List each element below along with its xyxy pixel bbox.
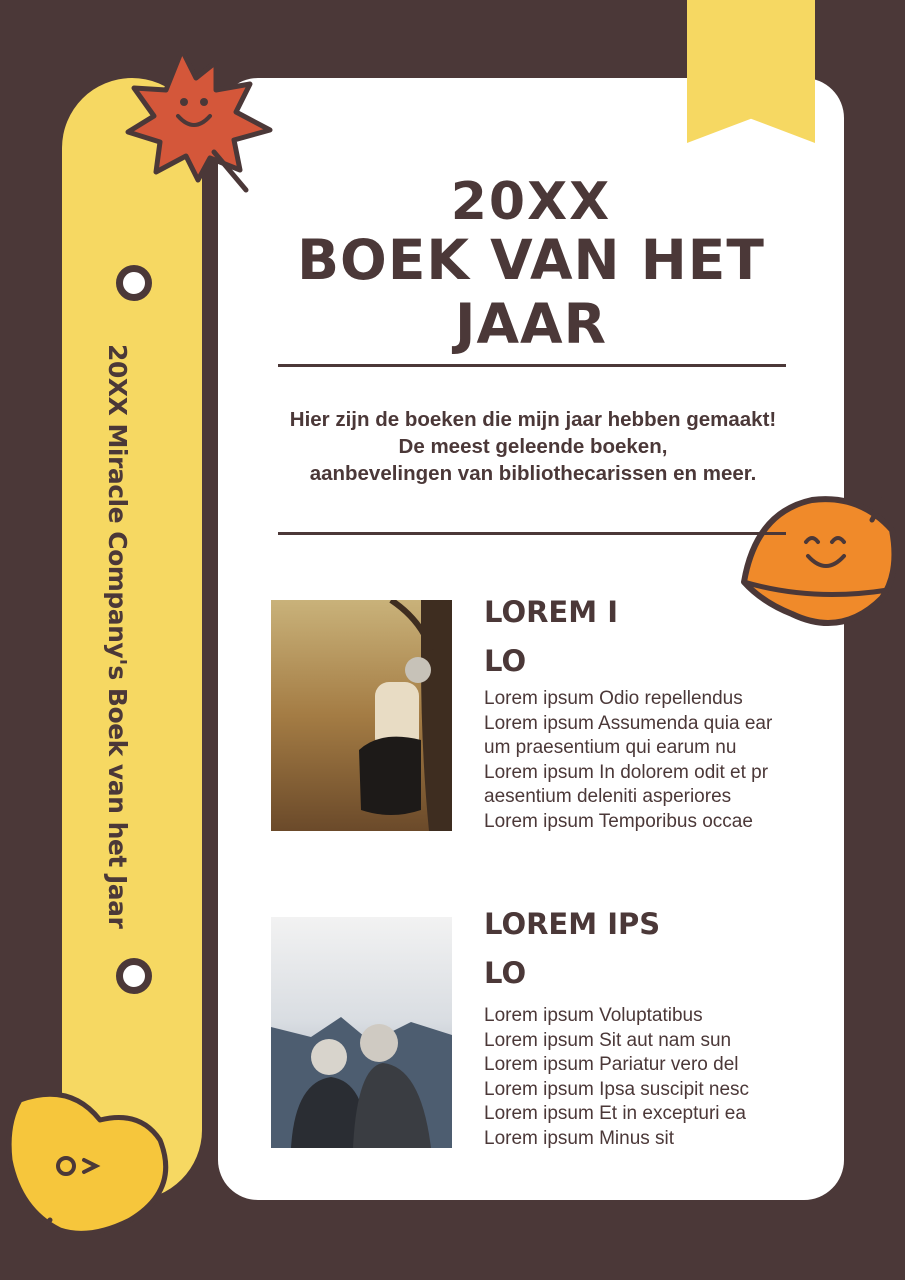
binder-ring-bottom — [116, 958, 152, 994]
book-2-photo — [271, 917, 452, 1148]
intro-line: aanbevelingen van bibliothecarissen en meer. — [309, 462, 757, 485]
description-line: Lorem ipsum Voluptatibus — [484, 1005, 703, 1026]
book-1-description — [484, 687, 814, 834]
intro-line: Hier zijn de boeken die mijn jaar hebben gemaakt! — [289, 408, 777, 431]
book-2-description — [484, 1004, 814, 1151]
book-1-photo — [271, 600, 452, 831]
book-1-title — [484, 588, 684, 686]
header-year: 20XX — [450, 172, 612, 232]
sidebar-strip — [62, 78, 202, 1200]
description-line: Lorem ipsum Pariatur vero del — [484, 1054, 739, 1075]
binder-ring-top — [116, 265, 152, 301]
heart-leaf-icon — [0, 1080, 180, 1260]
description-line: um praesentium qui earum nu — [484, 737, 737, 758]
sidebar-vertical-title: 20XX Miracle Company's Boek van het Jaar — [103, 344, 132, 929]
description-line: aesentium deleniti asperiores — [484, 786, 732, 807]
book-title-line: LOREM IPS — [484, 907, 661, 941]
description-line: Lorem ipsum Minus sit — [484, 1127, 675, 1149]
smiling-leaf-icon — [732, 490, 905, 640]
book-title-line: LO — [484, 644, 527, 678]
divider-top — [278, 364, 786, 367]
description-line: Lorem ipsum Assumenda quia ear — [484, 712, 773, 734]
book-2-title — [484, 900, 684, 998]
description-line: Lorem ipsum Sit aut nam sun — [484, 1029, 732, 1051]
description-line: Lorem ipsum Odio repellendus — [484, 688, 743, 709]
divider-bottom — [278, 532, 786, 535]
header-title: BOEK VAN HET JAAR — [297, 228, 765, 356]
description-line: Lorem ipsum Et in excepturi ea — [484, 1103, 746, 1124]
book-title-line: LO — [484, 956, 527, 990]
intro-text — [218, 406, 848, 487]
description-line: Lorem ipsum Ipsa suscipit nesc — [484, 1078, 750, 1100]
intro-line: De meest geleende boeken, — [398, 435, 668, 458]
book-title-line: LOREM I — [484, 595, 618, 629]
description-line: Lorem ipsum Temporibus occae — [484, 810, 753, 832]
description-line: Lorem ipsum In dolorem odit et pr — [484, 761, 769, 783]
